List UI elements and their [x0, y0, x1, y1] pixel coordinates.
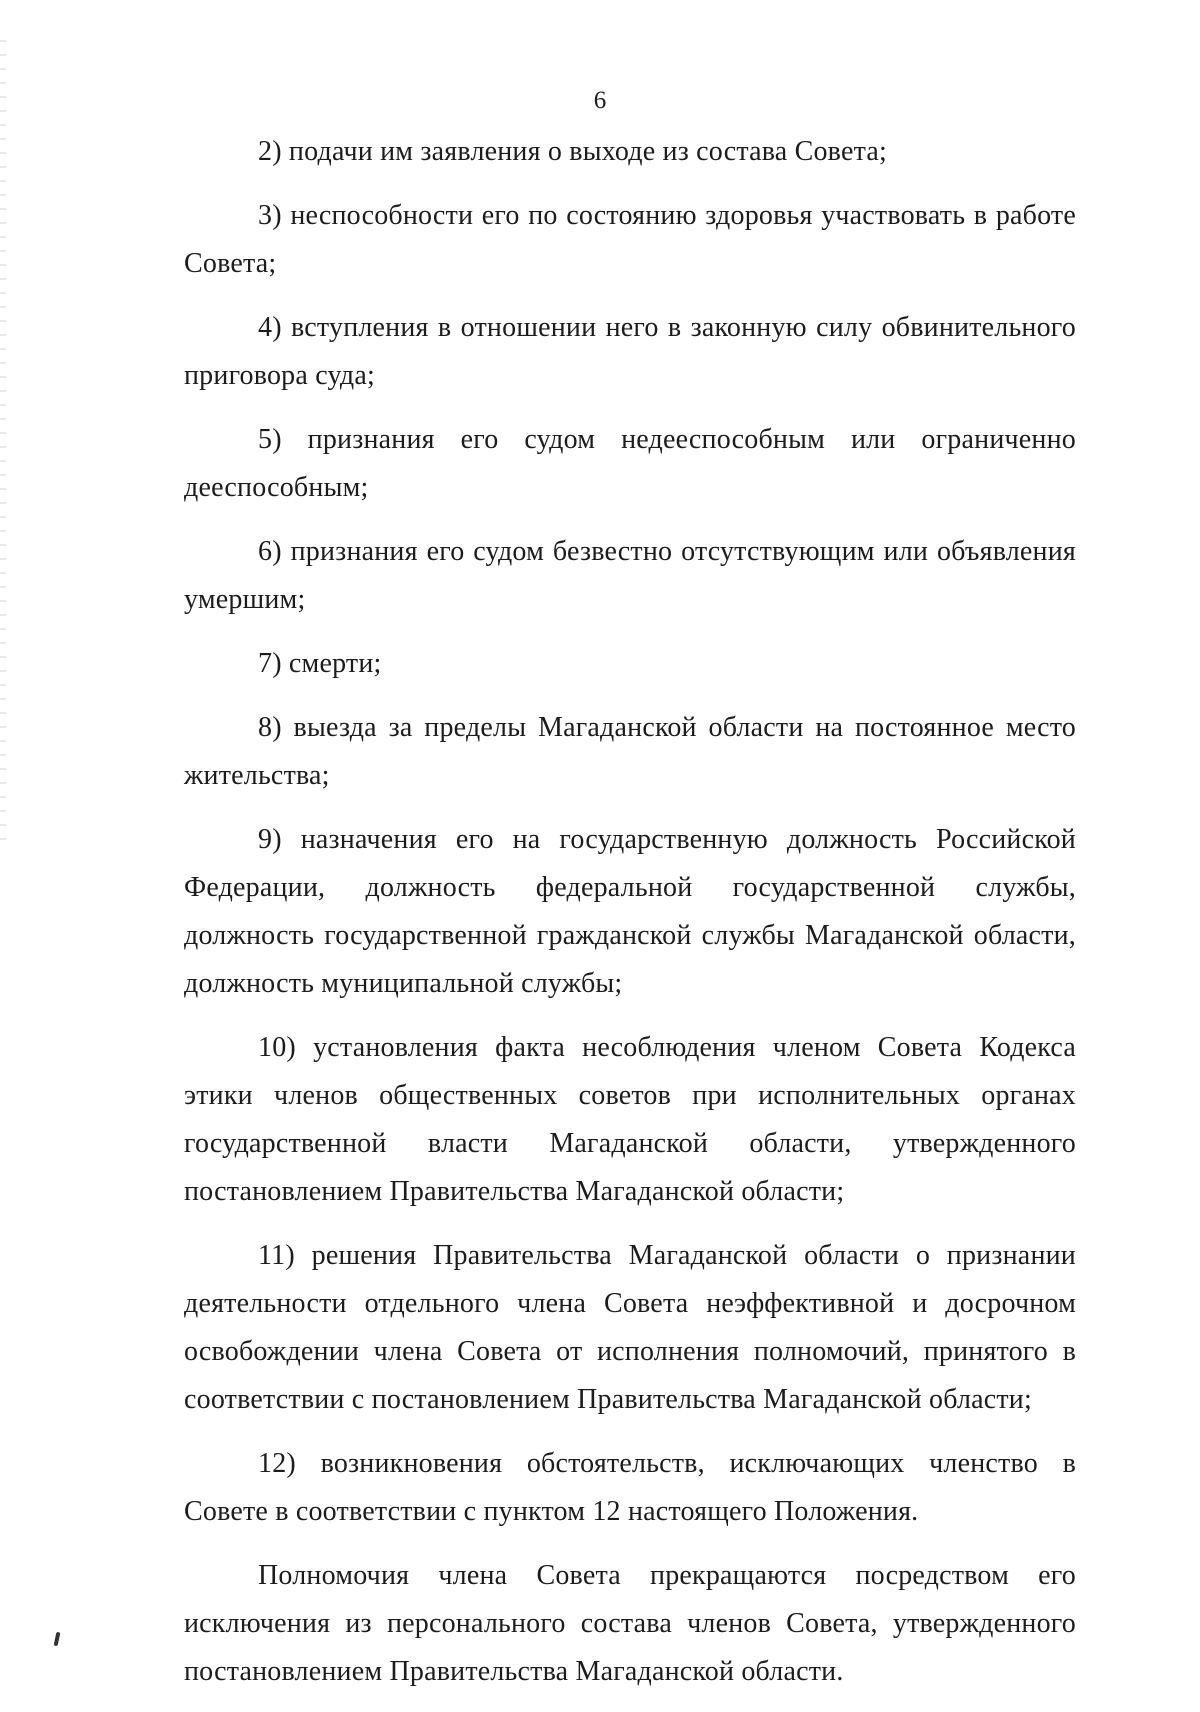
list-item-10: 10) установления факта несоблюдения членом Совета Кодекса этики членов общественных советов при исполнительных органах государственной власти Магаданской области, утвержденного постановлением Правительства Магаданской области; [184, 1032, 1076, 1207]
list-item-9: 9) назначения его на государственную должность Российской Федерации, должность федеральной государственной службы, должность государственной гражданской службы Магаданской области, должность муниципальной службы; [184, 824, 1076, 999]
list-item-7: 7) смерти; [258, 648, 382, 679]
list-item-6: 6) признания его судом безвестно отсутствующим или объявления умершим; [184, 536, 1076, 615]
list-item-11: 11) решения Правительства Магаданской области о признании деятельности отдельного члена Совета неэффективной и досрочном освобождении члена Совета от исполнения полномочий, принятого в соответствии с постановлением Правительства Магаданской области; [184, 1240, 1076, 1415]
list-item-5: 5) признания его судом недееспособным или ограниченно дееспособным; [184, 424, 1076, 503]
page-number: 6 [593, 87, 607, 114]
list-item-12: 12) возникновения обстоятельств, исключающих членство в Совете в соответствии с пунктом 12 настоящего Положения. [184, 1448, 1076, 1527]
list-item-2: 2) подачи им заявления о выходе из состава Совета; [258, 136, 887, 167]
closing-paragraph: Полномочия члена Совета прекращаются посредством его исключения из персонального состава членов Совета, утвержденного постановлением Правительства Магаданской области. [184, 1560, 1076, 1687]
list-item-3: 3) неспособности его по состоянию здоровья участвовать в работе Совета; [184, 200, 1076, 279]
document-body [184, 128, 1076, 1712]
list-item-4: 4) вступления в отношении него в законную силу обвинительного приговора суда; [184, 312, 1076, 391]
scan-speck-artifact [54, 1632, 61, 1647]
scan-edge-artifact [0, 40, 6, 840]
list-item-8: 8) выезда за пределы Магаданской области на постоянное место жительства; [184, 712, 1076, 791]
